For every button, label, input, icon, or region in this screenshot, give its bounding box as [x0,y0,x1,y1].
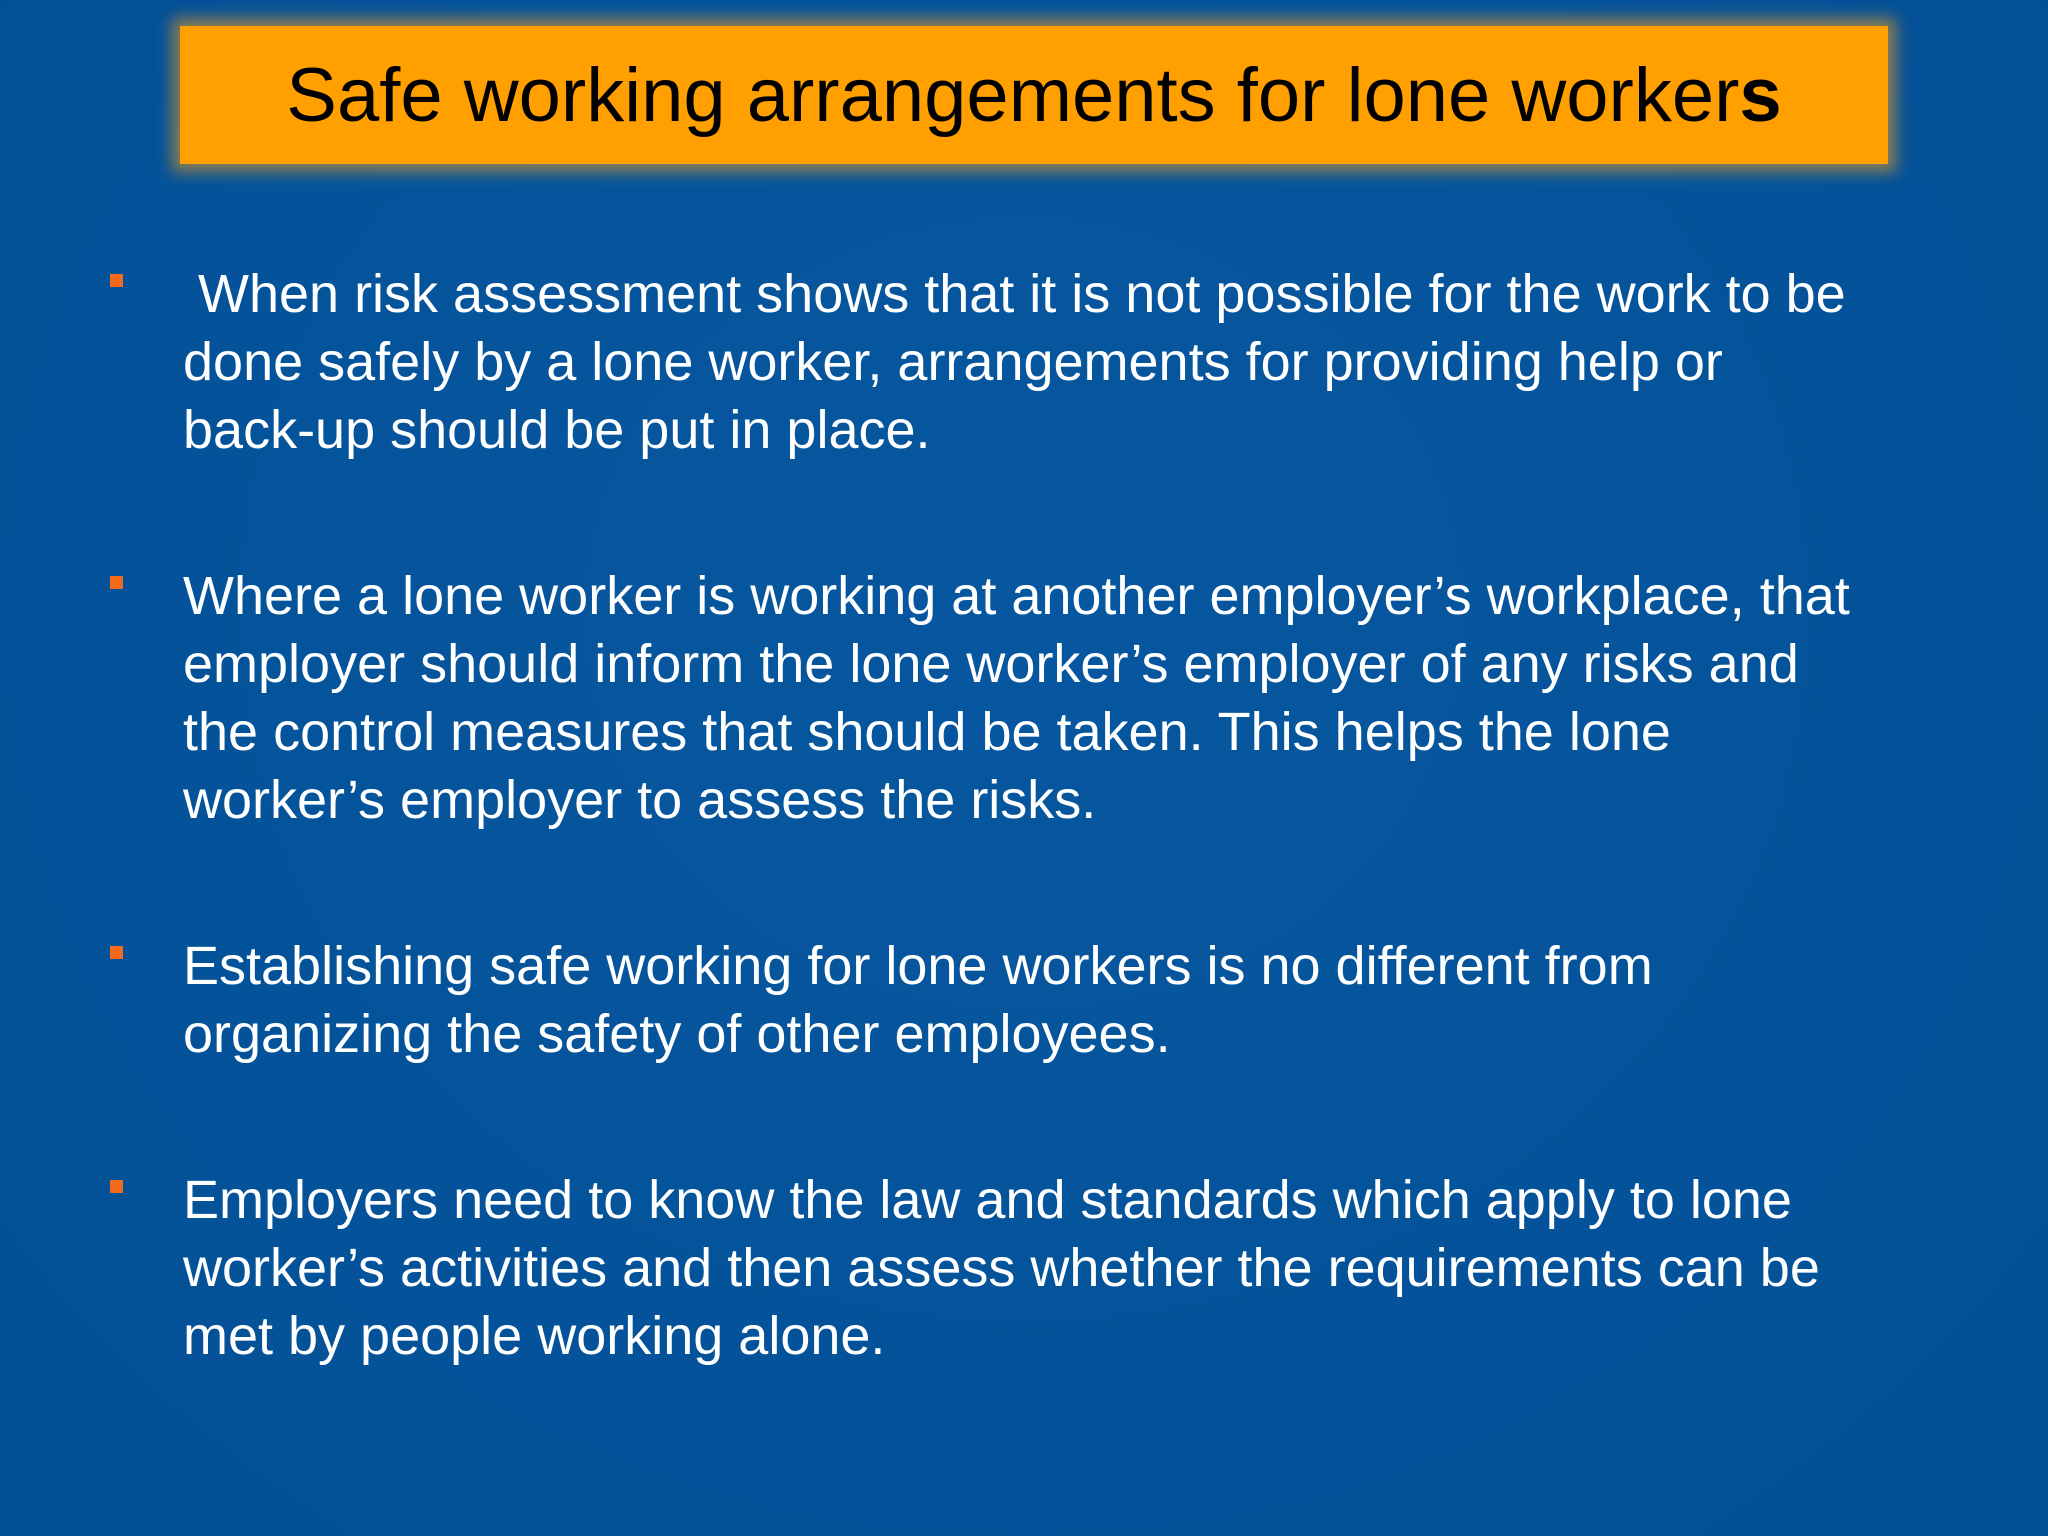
bullet-line: Where a lone worker is working at another employer’s workplace, that [183,566,1850,626]
square-bullet-icon [110,1180,123,1193]
bullet-line: done safely by a lone worker, arrangements for providing help or [183,332,1723,392]
bullet-line: worker’s employer to assess the risks. [183,770,1097,830]
bullet-line: When risk assessment shows that it is not possible for the work to be [183,264,1846,324]
square-bullet-icon [110,946,123,959]
bullet-text-2 [183,562,2048,834]
slide-title-last-letter: s [1739,52,1782,138]
bullet-line: back-up should be put in place. [183,400,931,460]
slide-title-main: Safe working arrangements for lone worker [286,52,1740,138]
bullet-line: organizing the safety of other employees. [183,1004,1171,1064]
bullet-line: employer should inform the lone worker’s employer of any risks and [183,634,1799,694]
title-banner [180,26,1888,164]
slide-title [286,52,1781,139]
bullet-text-4 [183,1166,2048,1370]
square-bullet-icon [110,274,123,287]
square-bullet-icon [110,576,123,589]
bullet-line: Establishing safe working for lone workers is no different from [183,936,1653,996]
bullet-line: met by people working alone. [183,1306,886,1366]
bullet-line: the control measures that should be taken. This helps the lone [183,702,1671,762]
bullet-line: Employers need to know the law and standards which apply to lone [183,1170,1792,1230]
bullet-line: worker’s activities and then assess whether the requirements can be [183,1238,1820,1298]
bullet-text-1 [183,260,2048,464]
bullet-text-3 [183,932,2048,1068]
